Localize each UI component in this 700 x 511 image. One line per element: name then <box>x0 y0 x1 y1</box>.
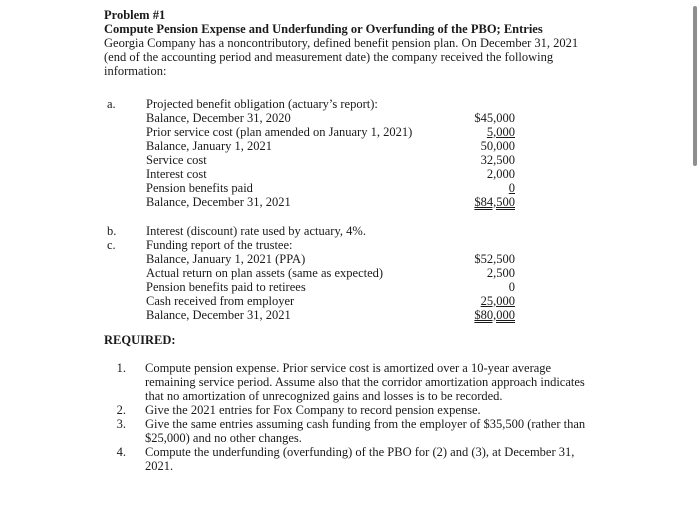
section-a-label: a. <box>107 97 116 111</box>
plan-assets-row-text: Balance, December 31, 2021 <box>146 308 291 322</box>
plan-assets-row <box>0 252 700 266</box>
section-a-heading: Projected benefit obligation (actuary’s report): <box>146 97 378 111</box>
pbo-row-text: Service cost <box>146 153 207 167</box>
pbo-row <box>0 125 700 139</box>
plan-assets-row-amount: 0 <box>508 280 515 294</box>
plan-assets-row <box>0 294 700 308</box>
section-a-heading-row <box>0 97 700 111</box>
plan-assets-row-amount: $52,500 <box>474 252 515 266</box>
plan-assets-row-amount: 25,000 <box>480 294 515 308</box>
problem-header <box>104 8 599 78</box>
required-item-text: Compute the underfunding (overfunding) of the PBO for (2) and (3), at December 31, 2021. <box>145 445 575 473</box>
pbo-row-amount: 50,000 <box>480 139 515 153</box>
plan-assets-row <box>0 308 700 322</box>
required-item-text: Give the 2021 entries for Fox Company to record pension expense. <box>145 403 481 417</box>
pbo-row <box>0 167 700 181</box>
pbo-row-text: Pension benefits paid <box>146 181 253 195</box>
pbo-row <box>0 153 700 167</box>
pbo-row-text: Balance, January 1, 2021 <box>146 139 273 153</box>
pbo-row <box>0 195 700 209</box>
plan-assets-row <box>0 280 700 294</box>
pbo-row-amount: 0 <box>508 181 515 195</box>
pbo-row-amount: 2,000 <box>486 167 515 181</box>
required-item-text: Compute pension expense. Prior service cost is amortized over a 10-year average remaining service period. Assume also that the corridor amortization approach indicates that no amortization of unrecognized gains and losses is to be recorded. <box>145 361 585 403</box>
pbo-row <box>0 181 700 195</box>
section-c-heading-row <box>0 238 700 252</box>
plan-assets-row <box>0 266 700 280</box>
pbo-row <box>0 111 700 125</box>
plan-assets-row-text: Cash received from employer <box>146 294 295 308</box>
required-list <box>104 361 599 473</box>
required-item-number: 4. <box>116 445 126 459</box>
required-item <box>104 417 599 445</box>
pbo-row-amount: $45,000 <box>474 111 515 125</box>
required-item-number: 2. <box>116 403 126 417</box>
problem-number: Problem #1 <box>104 8 166 22</box>
pbo-row-amount: $84,500 <box>474 195 515 209</box>
pbo-row-amount: 5,000 <box>486 125 515 139</box>
pbo-row-text: Interest cost <box>146 167 207 181</box>
problem-title: Compute Pension Expense and Underfunding or Overfunding of the PBO; Entries <box>104 22 543 36</box>
required-item-number: 3. <box>116 417 126 431</box>
section-b-text: Interest (discount) rate used by actuary, 4%. <box>146 224 366 238</box>
plan-assets-row-text: Balance, January 1, 2021 (PPA) <box>146 252 306 266</box>
required-item-number: 1. <box>116 361 126 375</box>
pbo-row-text: Prior service cost (plan amended on January 1, 2021) <box>146 125 413 139</box>
section-c-label: c. <box>107 238 116 252</box>
plan-assets-row-text: Actual return on plan assets (same as expected) <box>146 266 384 280</box>
section-c-heading: Funding report of the trustee: <box>146 238 293 252</box>
section-b-row <box>0 224 700 238</box>
pbo-row-text: Balance, December 31, 2020 <box>146 111 291 125</box>
pbo-row-amount: 32,500 <box>480 153 515 167</box>
plan-assets-row-amount: $80,000 <box>474 308 515 322</box>
problem-intro: Georgia Company has a noncontributory, defined benefit pension plan. On December 31, 2021 (end of the accounting period and measurement date) the company received the following information: <box>104 36 579 78</box>
pbo-row <box>0 139 700 153</box>
required-item-text: Give the same entries assuming cash funding from the employer of $35,500 (rather than $25,000) and no other changes. <box>145 417 586 445</box>
plan-assets-row-amount: 2,500 <box>486 266 515 280</box>
required-heading: REQUIRED: <box>104 333 176 347</box>
plan-assets-row-text: Pension benefits paid to retirees <box>146 280 306 294</box>
required-item <box>104 403 599 417</box>
section-b-label: b. <box>107 224 117 238</box>
required-item <box>104 361 599 403</box>
pbo-row-text: Balance, December 31, 2021 <box>146 195 291 209</box>
required-item <box>104 445 599 473</box>
